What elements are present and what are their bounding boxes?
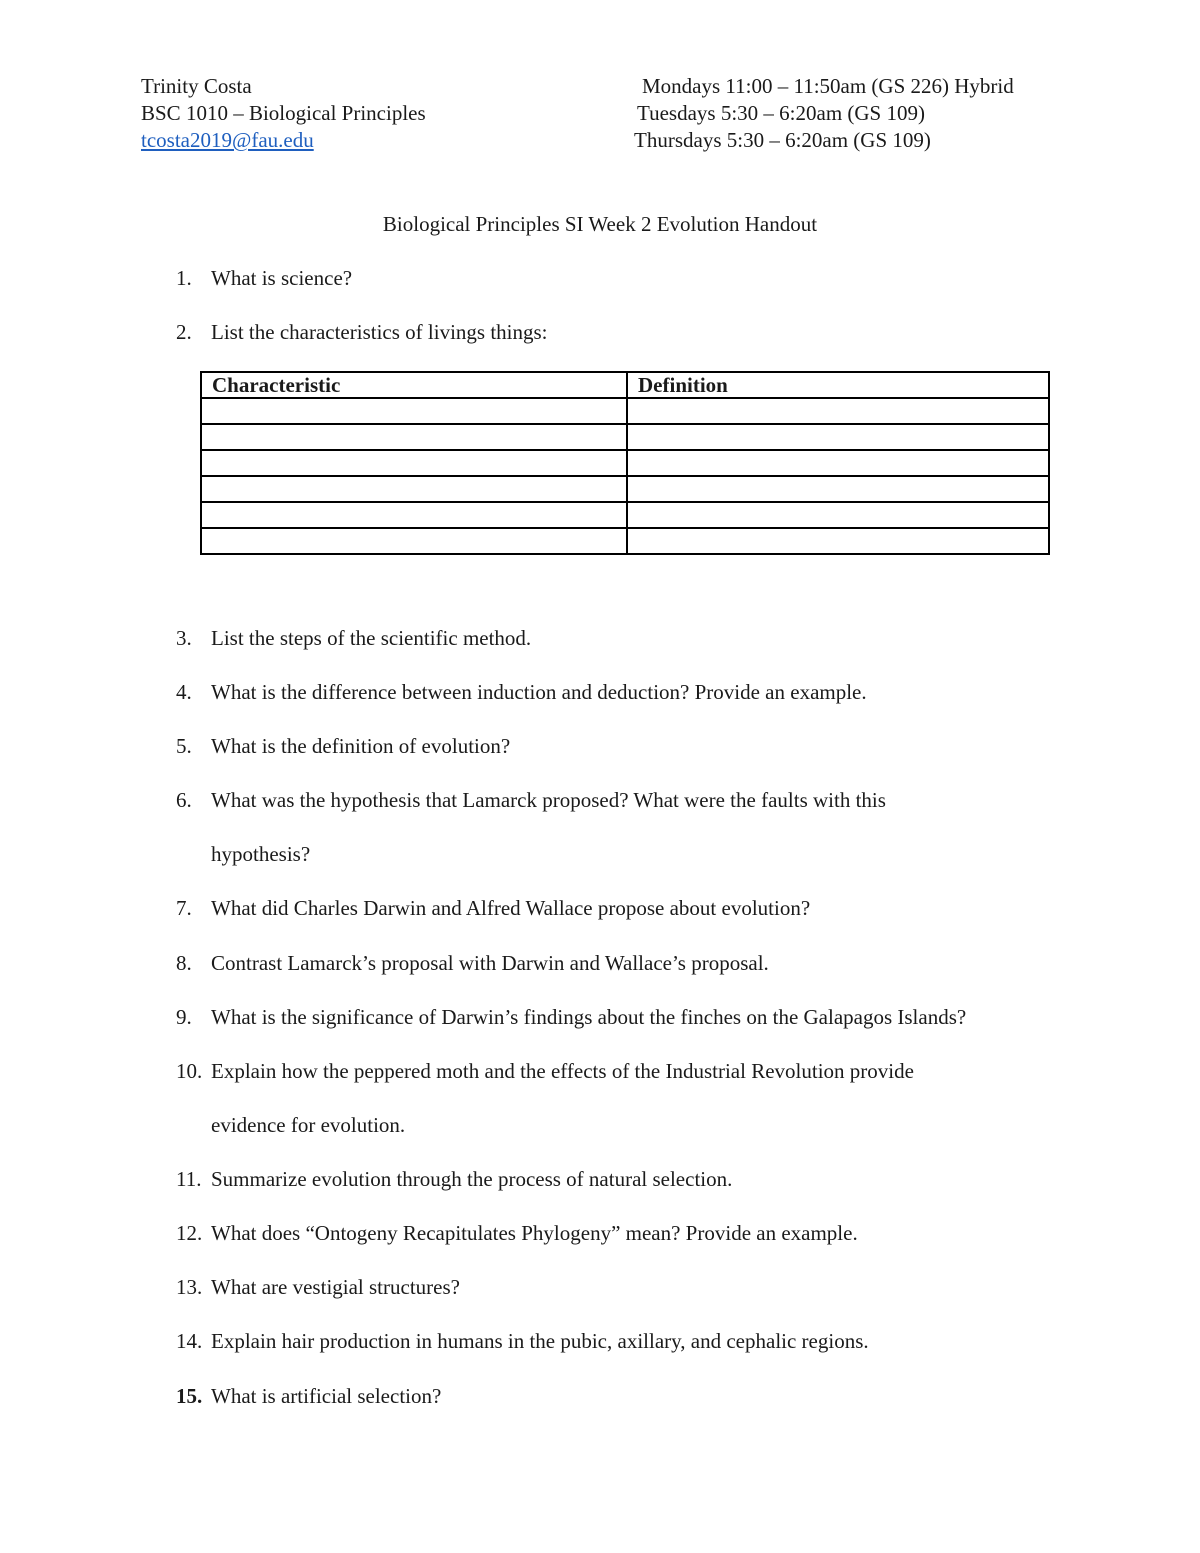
definition-cell[interactable] — [627, 476, 1049, 502]
definition-cell[interactable] — [627, 424, 1049, 450]
student-name: Trinity Costa — [141, 74, 252, 98]
question-number: 3. — [176, 626, 192, 650]
characteristic-cell[interactable] — [201, 424, 627, 450]
characteristic-cell[interactable] — [201, 398, 627, 424]
question-text: List the characteristics of livings things: — [211, 320, 548, 344]
session-tuesday: Tuesdays 5:30 – 6:20am (GS 109) — [637, 101, 925, 125]
definition-cell[interactable] — [627, 450, 1049, 476]
question-text: What is the definition of evolution? — [211, 734, 511, 758]
definition-cell[interactable] — [627, 528, 1049, 554]
question-number: 5. — [176, 734, 192, 758]
table-row — [201, 424, 1049, 450]
question-text: List the steps of the scientific method. — [211, 626, 532, 650]
question-number: 1. — [176, 266, 192, 290]
question-number: 11. — [176, 1167, 202, 1191]
definition-cell[interactable] — [627, 502, 1049, 528]
characteristic-cell[interactable] — [201, 502, 627, 528]
question-text: What are vestigial structures? — [211, 1275, 460, 1299]
header-characteristic: Characteristic — [201, 372, 627, 398]
question-text-continued: hypothesis? — [211, 842, 311, 866]
email-link[interactable]: tcosta2019@fau.edu — [141, 128, 314, 152]
question-number: 9. — [176, 1005, 192, 1029]
question-number: 2. — [176, 320, 192, 344]
session-monday: Mondays 11:00 – 11:50am (GS 226) Hybrid — [642, 74, 1014, 98]
question-text: What is the significance of Darwin’s findings about the finches on the Galapagos Islands? — [211, 1005, 967, 1029]
question-number: 4. — [176, 680, 192, 704]
table-row — [201, 502, 1049, 528]
table-row — [201, 476, 1049, 502]
header-definition: Definition — [627, 372, 1049, 398]
characteristic-cell[interactable] — [201, 476, 627, 502]
question-number: 7. — [176, 896, 192, 920]
question-number: 8. — [176, 951, 192, 975]
table-row — [201, 528, 1049, 554]
question-number: 12. — [176, 1221, 203, 1245]
definition-cell[interactable] — [627, 398, 1049, 424]
question-text: What does “Ontogeny Recapitulates Phylogeny” mean? Provide an example. — [211, 1221, 858, 1245]
question-text: Summarize evolution through the process of natural selection. — [211, 1167, 733, 1191]
question-text: What is artificial selection? — [211, 1384, 442, 1408]
handout-title: Biological Principles SI Week 2 Evolution Handout — [382, 212, 818, 236]
question-text: Explain how the peppered moth and the effects of the Industrial Revolution provide — [211, 1059, 914, 1083]
table-row — [201, 398, 1049, 424]
question-number: 13. — [176, 1275, 203, 1299]
characteristics-table — [200, 371, 1050, 555]
question-number: 10. — [176, 1059, 203, 1083]
question-text: What did Charles Darwin and Alfred Wallace propose about evolution? — [211, 896, 811, 920]
question-number: 15. — [176, 1384, 203, 1408]
question-number: 14. — [176, 1329, 203, 1353]
question-number: 6. — [176, 788, 192, 812]
question-text-continued: evidence for evolution. — [211, 1113, 406, 1137]
session-thursday: Thursdays 5:30 – 6:20am (GS 109) — [634, 128, 931, 152]
course-name: BSC 1010 – Biological Principles — [141, 101, 426, 125]
question-text: What was the hypothesis that Lamarck proposed? What were the faults with this — [211, 788, 886, 812]
table-header-row — [201, 372, 1049, 398]
table-row — [201, 450, 1049, 476]
question-text: What is the difference between induction and deduction? Provide an example. — [211, 680, 867, 704]
question-text: What is science? — [211, 266, 353, 290]
characteristic-cell[interactable] — [201, 528, 627, 554]
question-text: Contrast Lamarck’s proposal with Darwin and Wallace’s proposal. — [211, 951, 769, 975]
characteristic-cell[interactable] — [201, 450, 627, 476]
question-text: Explain hair production in humans in the pubic, axillary, and cephalic regions. — [211, 1329, 869, 1353]
